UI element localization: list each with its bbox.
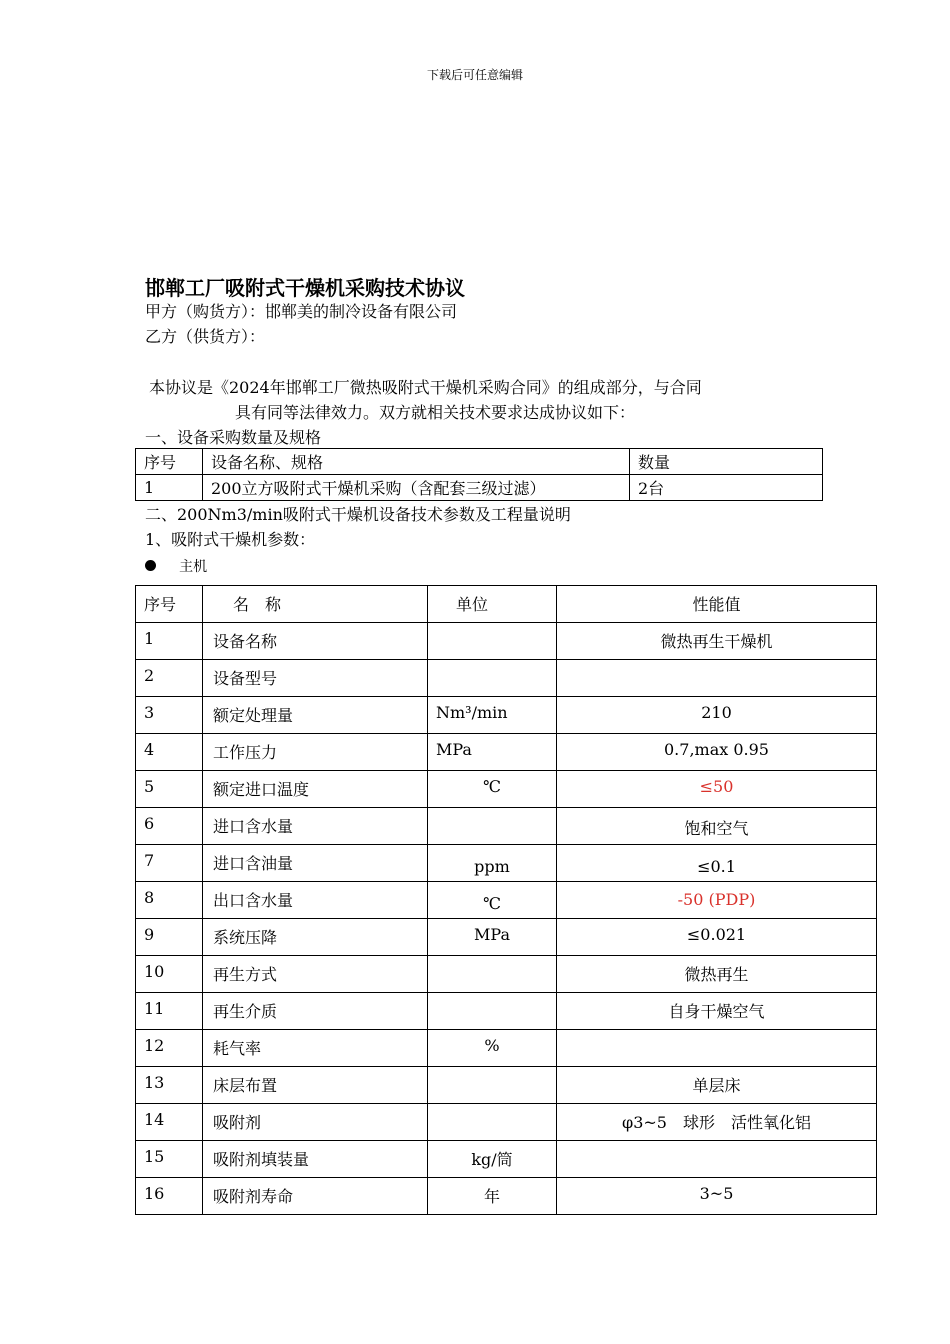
unit-cell bbox=[428, 1104, 557, 1141]
value-cell: -50 (PDP) bbox=[557, 882, 877, 919]
unit-cell: % bbox=[428, 1030, 557, 1067]
spec-cell-no: 1 bbox=[136, 475, 203, 501]
unit-cell: MPa bbox=[428, 919, 557, 956]
unit-cell: ppm bbox=[428, 845, 557, 882]
main-parameter-table bbox=[135, 585, 877, 1215]
bullet-item bbox=[145, 555, 207, 576]
table-row bbox=[136, 845, 877, 882]
row-number-cell: 15 bbox=[136, 1141, 203, 1178]
parameter-name-cell: 系统压降 bbox=[203, 919, 428, 956]
unit-cell bbox=[428, 623, 557, 660]
value-cell: 0.7,max 0.95 bbox=[557, 734, 877, 771]
spec-table bbox=[135, 448, 823, 501]
parameter-name-cell: 额定处理量 bbox=[203, 697, 428, 734]
intro-line-2: 具有同等法律效力。双方就相关技术要求达成协议如下： bbox=[235, 403, 636, 422]
table-row bbox=[136, 1067, 877, 1104]
bullet-icon bbox=[145, 560, 156, 571]
spec-header-name: 设备名称、规格 bbox=[203, 449, 630, 475]
unit-cell bbox=[428, 956, 557, 993]
party-a-line: 甲方（购货方）：邯郸美的制冷设备有限公司 bbox=[145, 302, 458, 321]
unit-cell bbox=[428, 808, 557, 845]
parameter-name-cell: 额定进口温度 bbox=[203, 771, 428, 808]
parameter-name-cell: 吸附剂寿命 bbox=[203, 1178, 428, 1215]
parameter-name-cell: 耗气率 bbox=[203, 1030, 428, 1067]
value-cell: 210 bbox=[557, 697, 877, 734]
parameter-name-cell: 再生方式 bbox=[203, 956, 428, 993]
page-header-note: 下载后可任意编辑 bbox=[426, 68, 523, 82]
unit-cell: 年 bbox=[428, 1178, 557, 1215]
parameter-name-cell: 进口含油量 bbox=[203, 845, 428, 882]
parameter-name-cell: 床层布置 bbox=[203, 1067, 428, 1104]
spec-table-header-row bbox=[136, 449, 823, 475]
unit-cell bbox=[428, 993, 557, 1030]
table-row bbox=[136, 1178, 877, 1215]
spec-header-qty: 数量 bbox=[630, 449, 823, 475]
value-cell bbox=[557, 660, 877, 697]
main-header-value: 性能值 bbox=[557, 586, 877, 623]
unit-cell bbox=[428, 1067, 557, 1104]
parameter-name-cell: 吸附剂填装量 bbox=[203, 1141, 428, 1178]
value-cell: ≤0.021 bbox=[557, 919, 877, 956]
row-number-cell: 7 bbox=[136, 845, 203, 882]
table-row bbox=[136, 919, 877, 956]
row-number-cell: 8 bbox=[136, 882, 203, 919]
value-cell: 饱和空气 bbox=[557, 808, 877, 845]
row-number-cell: 2 bbox=[136, 660, 203, 697]
parameter-name-cell: 设备名称 bbox=[203, 623, 428, 660]
row-number-cell: 11 bbox=[136, 993, 203, 1030]
spec-header-no: 序号 bbox=[136, 449, 203, 475]
unit-cell: MPa bbox=[428, 734, 557, 771]
main-header-no: 序号 bbox=[136, 586, 203, 623]
main-header-unit: 单位 bbox=[428, 586, 557, 623]
value-cell: ≤50 bbox=[557, 771, 877, 808]
parameter-name-cell: 出口含水量 bbox=[203, 882, 428, 919]
row-number-cell: 14 bbox=[136, 1104, 203, 1141]
value-cell bbox=[557, 1141, 877, 1178]
table-row bbox=[136, 660, 877, 697]
document-title: 邯郸工厂吸附式干燥机采购技术协议 bbox=[145, 276, 465, 300]
row-number-cell: 5 bbox=[136, 771, 203, 808]
table-row bbox=[136, 623, 877, 660]
section-2-heading: 二、200Nm3/min吸附式干燥机设备技术参数及工程量说明 bbox=[145, 505, 571, 524]
unit-cell: Nm³/min bbox=[428, 697, 557, 734]
table-row bbox=[136, 1141, 877, 1178]
unit-cell: ℃ bbox=[428, 771, 557, 808]
spec-cell-qty: 2台 bbox=[630, 475, 823, 501]
party-b-line: 乙方（供货方）： bbox=[145, 327, 266, 346]
table-row bbox=[136, 1104, 877, 1141]
table-row bbox=[136, 734, 877, 771]
table-row bbox=[136, 1030, 877, 1067]
unit-cell bbox=[428, 660, 557, 697]
value-cell: φ3~5 球形 活性氧化铝 bbox=[557, 1104, 877, 1141]
parameter-name-cell: 工作压力 bbox=[203, 734, 428, 771]
table-row bbox=[136, 475, 823, 501]
table-row bbox=[136, 771, 877, 808]
value-cell: 微热再生干燥机 bbox=[557, 623, 877, 660]
unit-cell: kg/筒 bbox=[428, 1141, 557, 1178]
value-cell: 自身干燥空气 bbox=[557, 993, 877, 1030]
row-number-cell: 16 bbox=[136, 1178, 203, 1215]
row-number-cell: 1 bbox=[136, 623, 203, 660]
bullet-label: 主机 bbox=[179, 558, 208, 575]
parameter-name-cell: 吸附剂 bbox=[203, 1104, 428, 1141]
value-cell: 微热再生 bbox=[557, 956, 877, 993]
row-number-cell: 6 bbox=[136, 808, 203, 845]
value-cell: 3~5 bbox=[557, 1178, 877, 1215]
main-header-name: 名 称 bbox=[203, 586, 428, 623]
table-row bbox=[136, 808, 877, 845]
parameter-name-cell: 进口含水量 bbox=[203, 808, 428, 845]
subsection-1-heading: 1、吸附式干燥机参数： bbox=[145, 530, 316, 549]
table-row bbox=[136, 993, 877, 1030]
row-number-cell: 12 bbox=[136, 1030, 203, 1067]
table-row bbox=[136, 956, 877, 993]
value-cell: 单层床 bbox=[557, 1067, 877, 1104]
parameter-name-cell: 再生介质 bbox=[203, 993, 428, 1030]
intro-line-1: 本协议是《2024年邯郸工厂微热吸附式干燥机采购合同》的组成部分，与合同 bbox=[149, 378, 702, 397]
section-1-heading: 一、设备采购数量及规格 bbox=[145, 428, 322, 447]
table-row bbox=[136, 882, 877, 919]
unit-cell: ℃ bbox=[428, 882, 557, 919]
value-cell: ≤0.1 bbox=[557, 845, 877, 882]
row-number-cell: 9 bbox=[136, 919, 203, 956]
value-cell bbox=[557, 1030, 877, 1067]
spec-cell-name: 200立方吸附式干燥机采购（含配套三级过滤） bbox=[203, 475, 630, 501]
parameter-name-cell: 设备型号 bbox=[203, 660, 428, 697]
row-number-cell: 4 bbox=[136, 734, 203, 771]
table-row bbox=[136, 697, 877, 734]
main-table-header-row bbox=[136, 586, 877, 623]
row-number-cell: 3 bbox=[136, 697, 203, 734]
row-number-cell: 13 bbox=[136, 1067, 203, 1104]
row-number-cell: 10 bbox=[136, 956, 203, 993]
